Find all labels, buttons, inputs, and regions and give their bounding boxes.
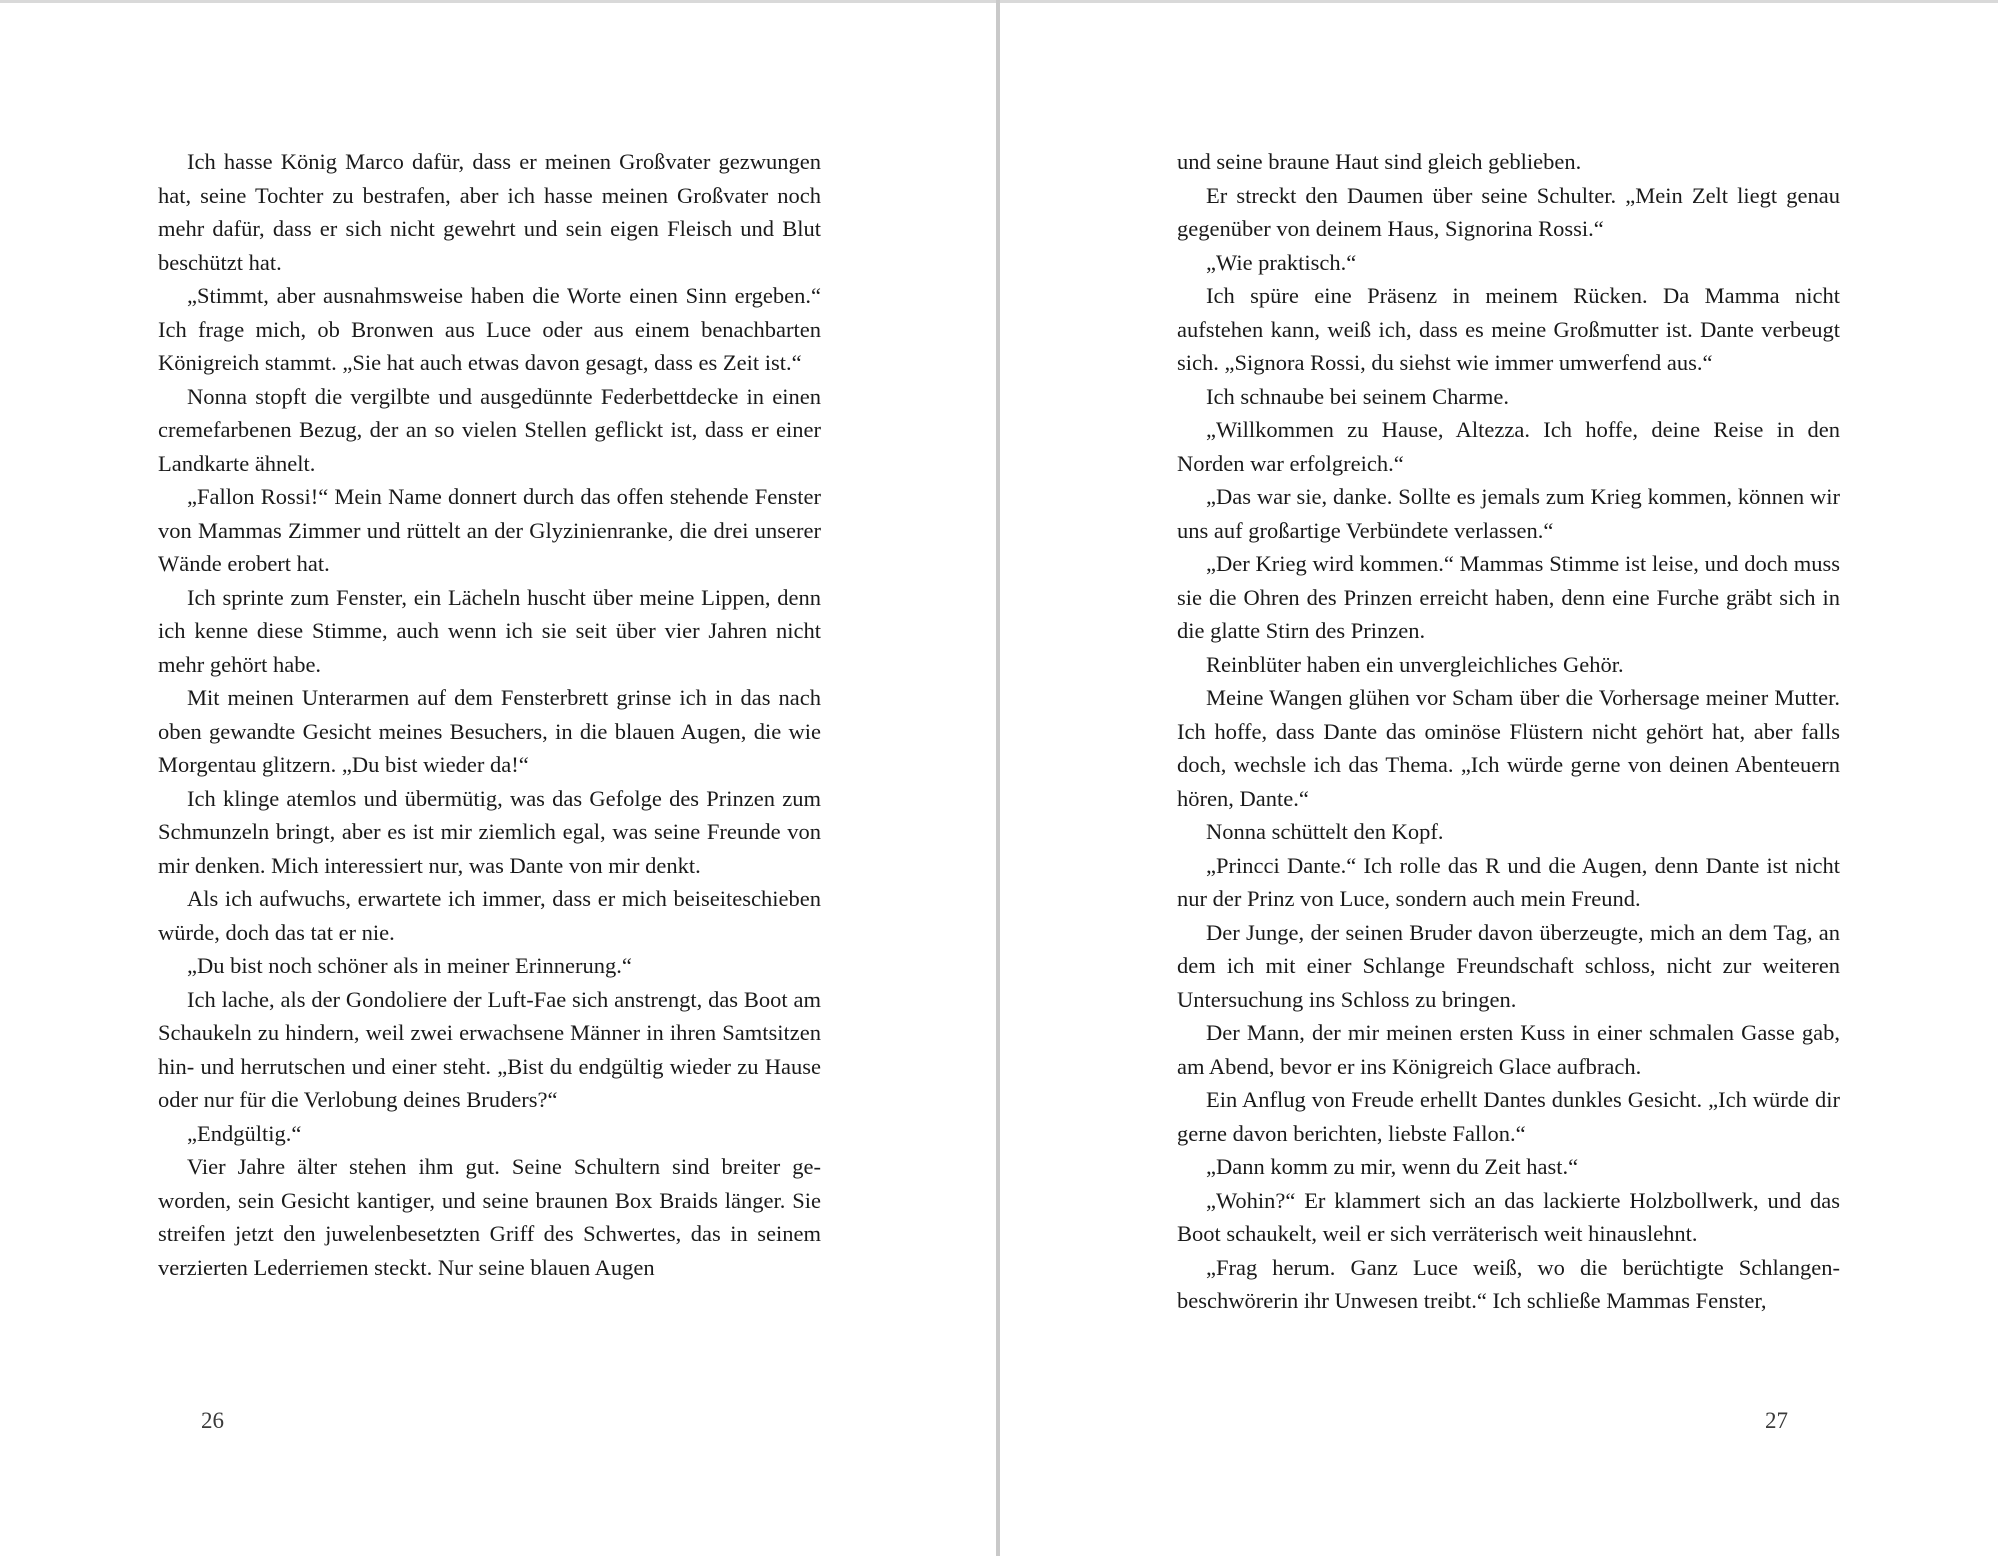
paragraph: „Princci Dante.“ Ich rolle das R und die Augen, denn Dante ist nicht nur der Prinz von Luce, sondern auch mein Freund. [1177, 852, 1840, 911]
page-number-left: 26 [201, 1408, 224, 1433]
paragraph: „Das war sie, danke. Sollte es jemals zum Krieg kommen, können wir uns auf großartige Verbündete verlassen.“ [1177, 484, 1840, 543]
paragraph: „Endgültig.“ [187, 1120, 302, 1146]
paragraph: Reinblüter haben ein unvergleichliches Gehör. [1206, 651, 1624, 677]
paragraph: Meine Wangen glühen vor Scham über die Vorhersage meiner Mutter. Ich hoffe, dass Dante das ominöse Flüstern nicht gehört hat, aber falls doch, wechsle ich das Thema. „Ich würde gerne von deinen Abenteuern hören, Dante.“ [1177, 685, 1840, 811]
paragraph: Mit meinen Unterarmen auf dem Fensterbrett grinse ich in das nach oben gewandte Gesicht meines Besuchers, in die blauen Augen, die wie Morgentau glitzern. „Du bist wieder da!“ [158, 685, 821, 777]
paragraph: Ich sprinte zum Fenster, ein Lächeln huscht über meine Lippen, denn ich kenne diese Stimme, auch wenn ich sie seit über vier Jahren nicht mehr gehört habe. [158, 584, 821, 677]
paragraph: Ich hasse König Marco dafür, dass er meinen Großvater gezwungen hat, seine Tochter zu bestrafen, aber ich hasse meinen Großvater noch mehr dafür, dass er sich nicht gewehrt und sein eigen Fleisch und Blut beschützt hat. [158, 149, 821, 275]
paragraph: Ein Anflug von Freude erhellt Dantes dunkles Gesicht. „Ich würde dir gerne davon berichten, liebste Fallon.“ [1177, 1087, 1840, 1146]
paragraph: Ich klinge atemlos und übermütig, was das Gefolge des Prinzen zum Schmunzeln bringt, aber es ist mir ziemlich egal, was seine Freunde von mir denken. Mich interessiert nur, was Dante von mir denkt. [158, 785, 821, 878]
right-page-text [1177, 145, 1840, 1318]
right-page [1000, 0, 1998, 1556]
paragraph: Der Mann, der mir meinen ersten Kuss in einer schmalen Gasse gab, am Abend, bevor er ins Königreich Glace aufbrach. [1177, 1020, 1840, 1079]
paragraph: Vier Jahre älter stehen ihm gut. Seine Schultern sind breiter geworden, sein Gesicht kantiger, und seine braunen Box Braids länger. Sie streifen jetzt den juwelenbesetzten Griff des Schwertes, das in seinem verzierten Lederriemen steckt. Nur seine blauen Augen [158, 1154, 821, 1280]
page-number-right: 27 [1765, 1408, 1788, 1433]
paragraph: Ich schnaube bei seinem Charme. [1206, 383, 1510, 409]
paragraph: Ich lache, als der Gondoliere der Luft-Fae sich anstrengt, das Boot am Schaukeln zu hindern, weil zwei erwachsene Männer in ihren Samtsitzen hin- und herrutschen und einer steht. „Bist du endgültig wieder zu Hause oder nur für die Verlobung deines Bruders?“ [158, 986, 821, 1112]
paragraph: „Wohin?“ Er klammert sich an das lackierte Holzbollwerk, und das Boot schaukelt, weil er sich verräterisch weit hinauslehnt. [1177, 1187, 1840, 1246]
paragraph: „Willkommen zu Hause, Altezza. Ich hoffe, deine Reise in den Norden war erfolgreich.“ [1177, 417, 1840, 476]
left-page [0, 0, 996, 1556]
paragraph: „Der Krieg wird kommen.“ Mammas Stimme ist leise, und doch muss sie die Ohren des Prinzen erreicht haben, denn eine Furche gräbt sich in die glatte Stirn des Prinzen. [1177, 551, 1840, 643]
paragraph: Nonna schüttelt den Kopf. [1206, 819, 1444, 844]
paragraph: Er streckt den Daumen über seine Schulter. „Mein Zelt liegt genau gegenüber von deinem Haus, Signorina Rossi.“ [1177, 182, 1840, 241]
paragraph: „Fallon Rossi!“ Mein Name donnert durch das offen stehende Fenster von Mammas Zimmer und rüttelt an der Glyzinienranke, die drei unserer Wände erobert hat. [158, 484, 821, 576]
paragraph: Als ich aufwuchs, erwartete ich immer, dass er mich beiseiteschieben würde, doch das tat er nie. [158, 886, 821, 945]
paragraph: Nonna stopft die vergilbte und ausgedünnte Federbettdecke in einen cremefarbenen Bezug, der an so vielen Stellen geflickt ist, dass er einer Landkarte ähnelt. [158, 383, 821, 476]
paragraph: „Dann komm zu mir, wenn du Zeit hast.“ [1206, 1154, 1579, 1179]
paragraph-continuation: und seine braune Haut sind gleich geblieben. [1177, 149, 1582, 174]
paragraph: „Stimmt, aber ausnahmsweise haben die Worte einen Sinn ergeben.“ Ich frage mich, ob Bronwen aus Luce oder aus einem benachbarten Königreich stammt. „Sie hat auch etwas davon gesagt, dass es Zeit ist.“ [158, 283, 821, 375]
paragraph: Der Junge, der seinen Bruder davon überzeugte, mich an dem Tag, an dem ich mit einer Schlange Freundschaft schloss, nicht zur weiteren Untersuchung ins Schloss zu bringen. [1177, 919, 1840, 1012]
left-page-text [158, 145, 821, 1284]
paragraph: Ich spüre eine Präsenz in meinem Rücken. Da Mamma nicht aufstehen kann, weiß ich, dass es meine Großmutter ist. Dante verbeugt sich. „Signora Rossi, du siehst wie immer umwerfend aus.“ [1177, 283, 1840, 375]
paragraph: „Frag herum. Ganz Luce weiß, wo die berüchtigte Schlangenbeschwörerin ihr Unwesen treibt.“ Ich schließe Mammas Fenster, [1177, 1254, 1840, 1313]
paragraph: „Du bist noch schöner als in meiner Erinnerung.“ [187, 953, 632, 978]
paragraph: „Wie praktisch.“ [1206, 249, 1357, 275]
